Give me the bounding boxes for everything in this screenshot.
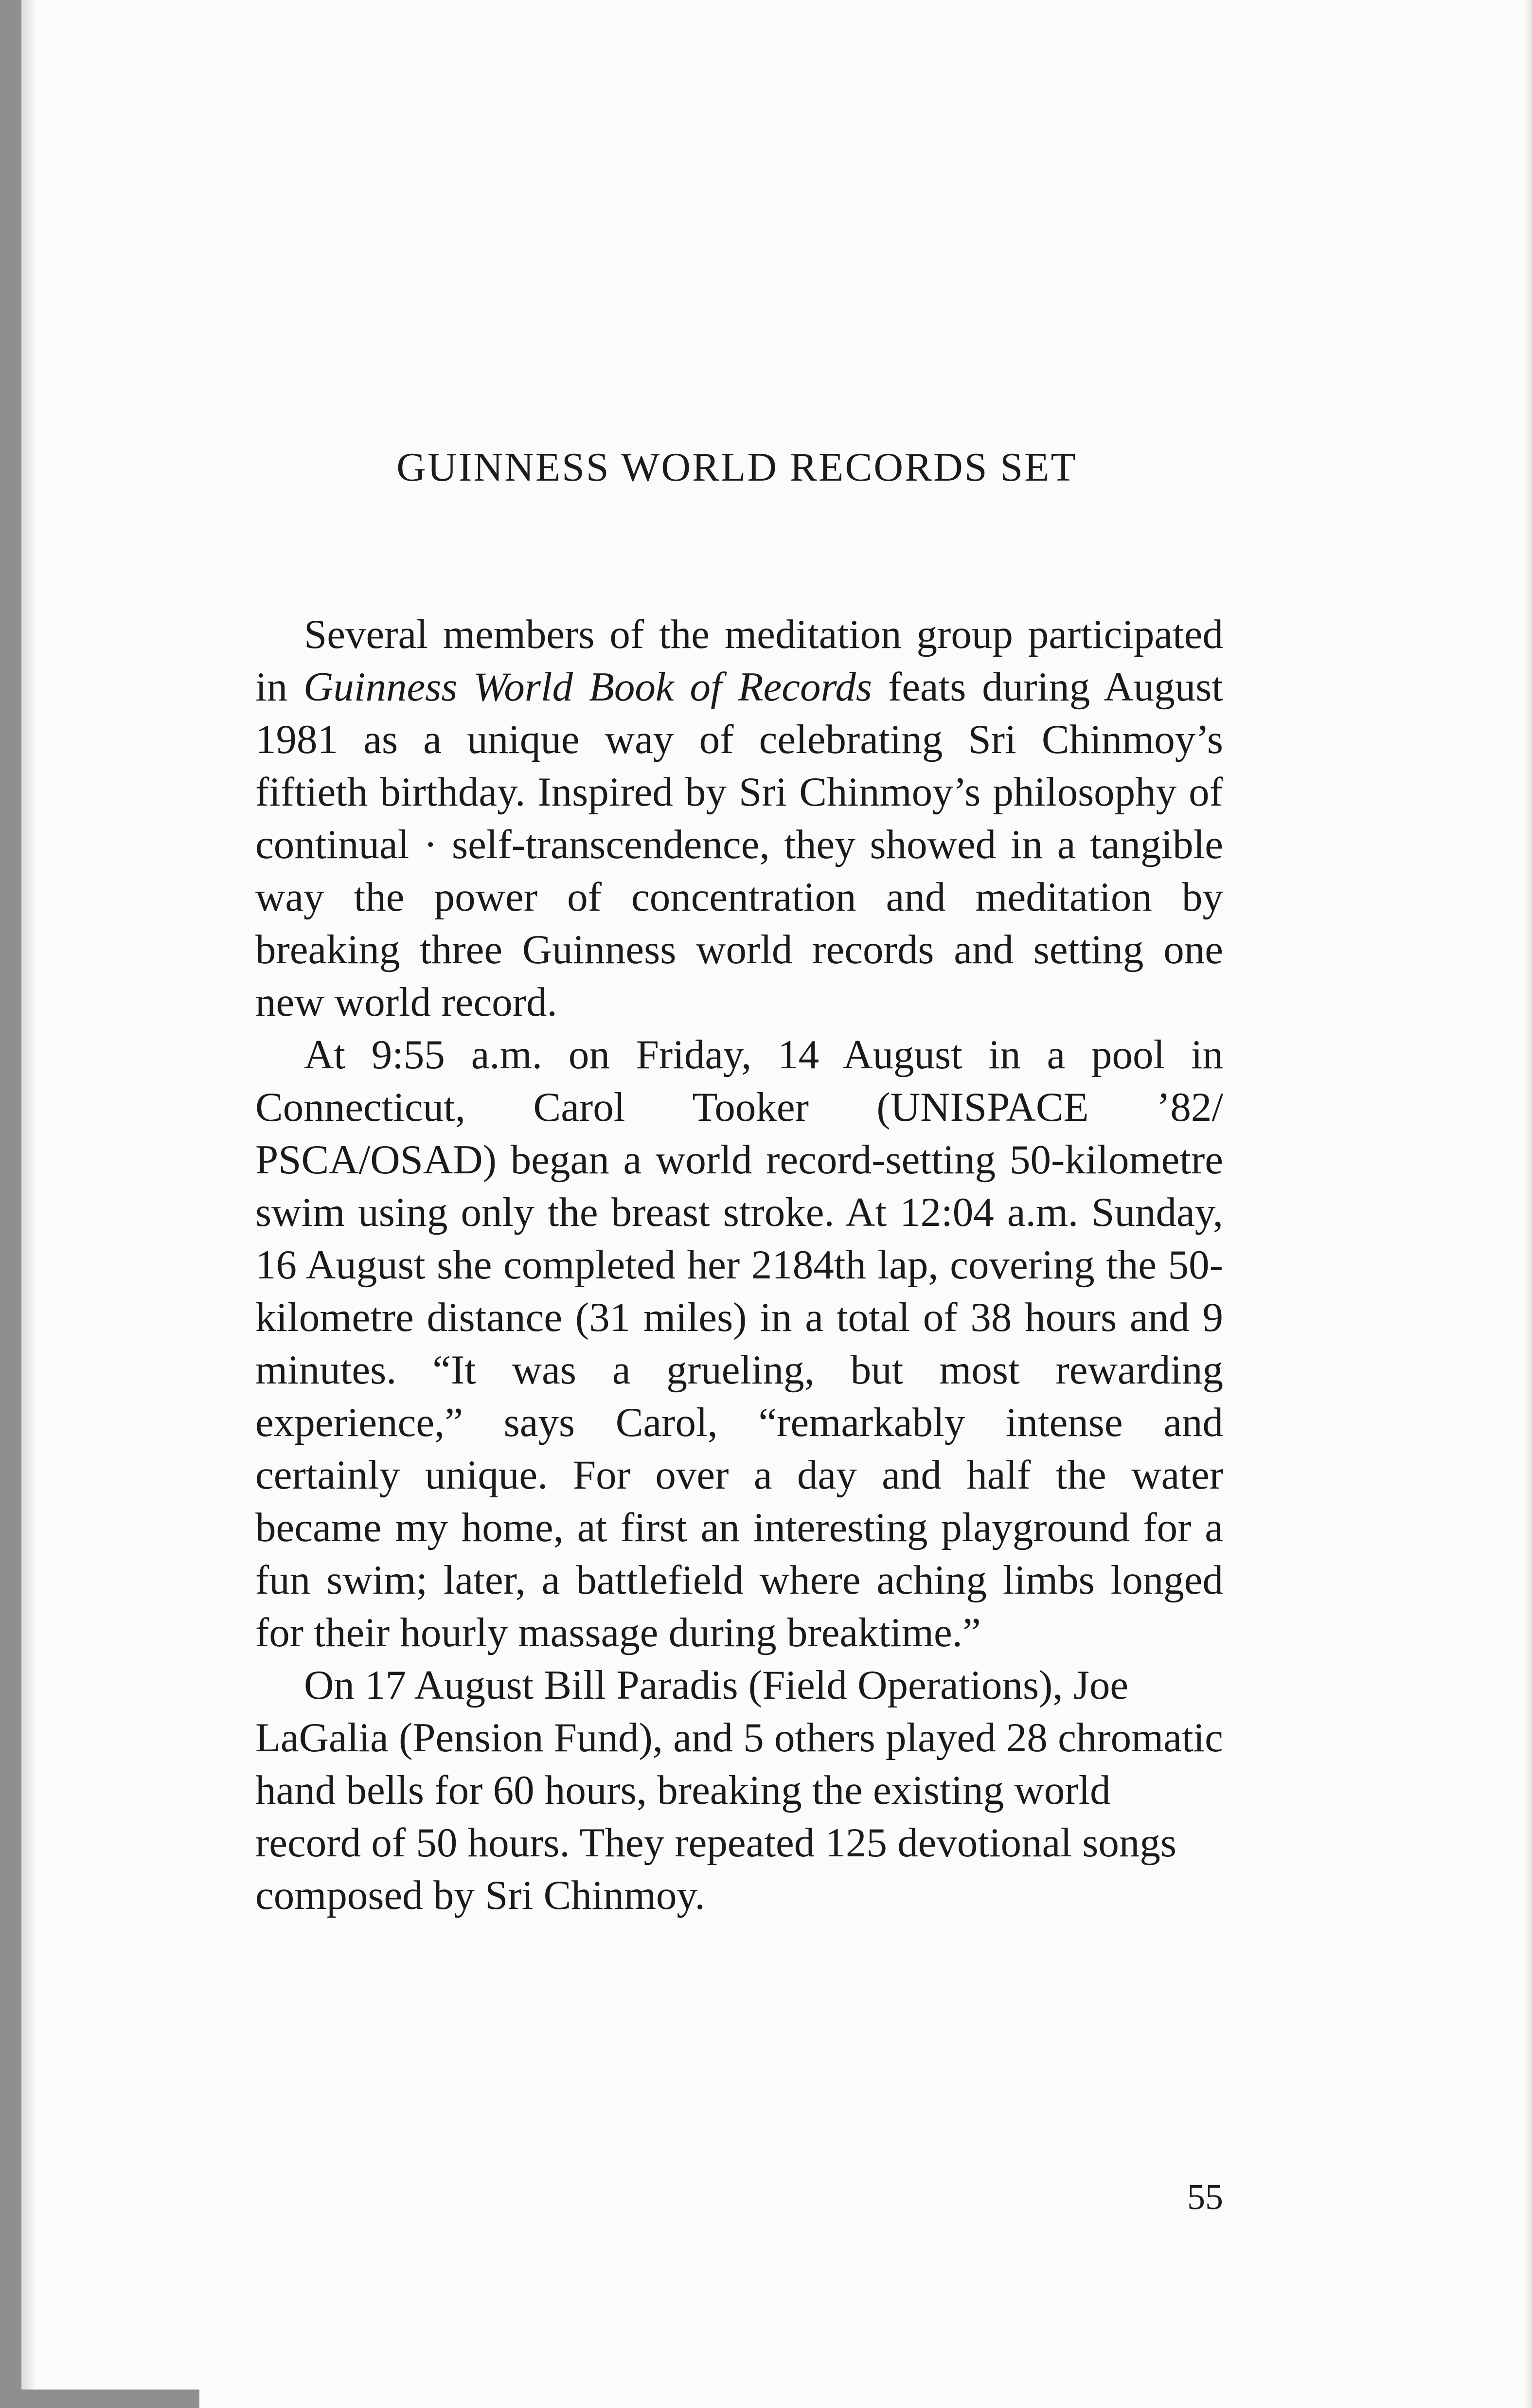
paragraph-1-intro: Several members of the meditation group participated in: [255, 611, 1223, 710]
article-body: [255, 608, 1223, 1922]
paragraph-1-rest: feats during August 1981 as a unique way of celebrating Sri Chinmoy’s fiftieth birthday. Inspired by Sri Chinmoy’s philosophy of continual · self-transcendence, they showed in a tangible way the power of concentration and meditation by breaking three Guinness world records and setting one new world record.: [255, 664, 1223, 1025]
page-heading: GUINNESS WORLD RECORDS SET: [396, 445, 1077, 490]
paragraph-1: [255, 608, 1223, 1028]
paragraph-2: At 9:55 a.m. on Friday, 14 August in a pool in Connecticut, Carol Tooker (UNISPACE ’82/ PSCA/OSAD) began a world record-setting 50-kilometre swim using only the breast stroke. At 12:04 a.m. Sunday, 16 August she completed her 2184th lap, covering the 50-kilometre distance (31 miles) in a total of 38 hours and 9 minutes. “It was a grueling, but most rewarding experience,” says Carol, “remarkably intense and certainly unique. For over a day and half the water became my home, at first an interesting playground for a fun swim; later, a battlefield where aching limbs longed for their hourly massage during breaktime.”: [255, 1032, 1223, 1655]
paragraph-3: On 17 August Bill Paradis (Field Operations), Joe LaGalia (Pension Fund), and 5 others played 28 chromatic hand bells for 60 hours, breaking the existing world record of 50 hours. They repeated 125 devotional songs composed by Sri Chinmoy.: [255, 1662, 1223, 1918]
scan-right-shadow: [1524, 0, 1532, 2408]
scan-left-shadow: [21, 0, 36, 2408]
book-title: Guinness World Book of Records: [303, 664, 872, 710]
scan-left-border: [0, 0, 21, 2408]
scan-bottom-border: [0, 2390, 199, 2408]
page-number: 55: [1187, 2177, 1223, 2217]
